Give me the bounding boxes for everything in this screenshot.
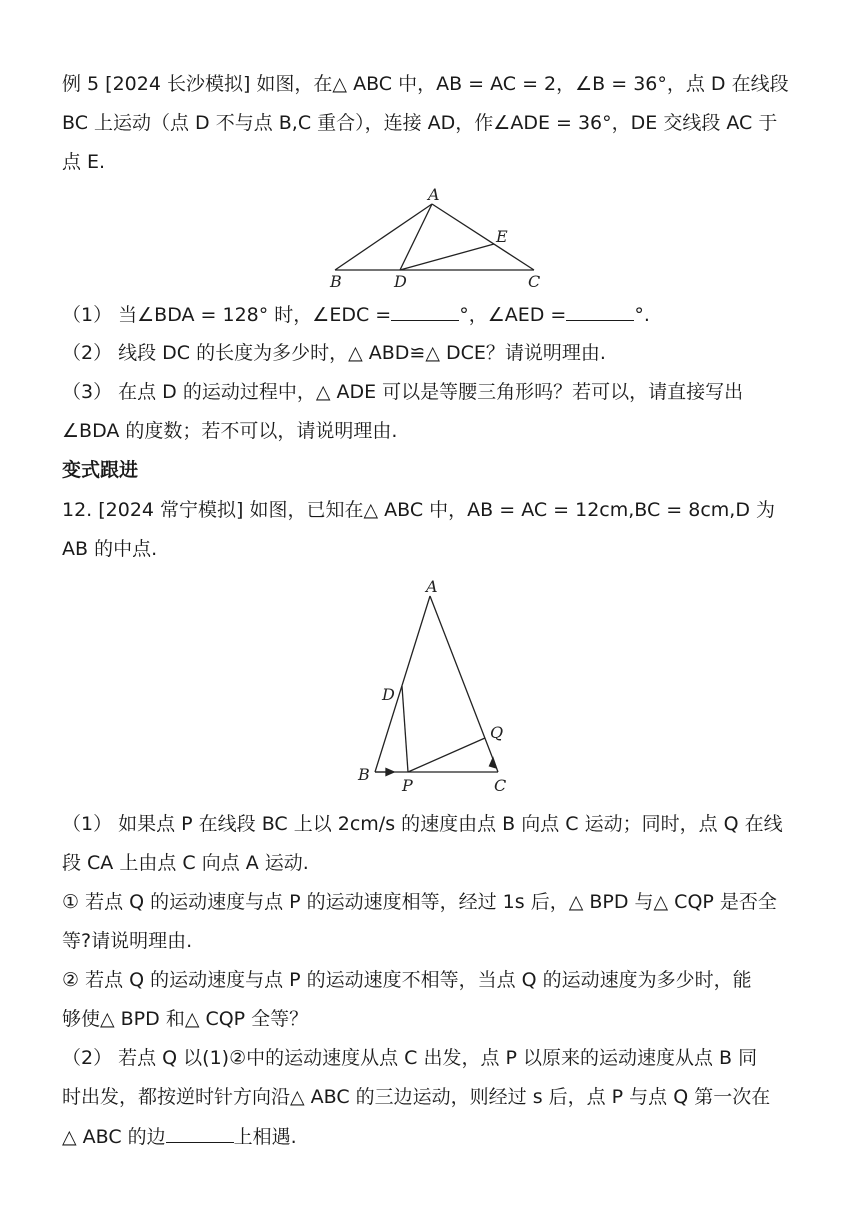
p2-part-c: △ ABC 的边 bbox=[62, 1126, 166, 1148]
problem12-s2-line2: 够使△ BPD 和△ CQP 全等？ bbox=[62, 1008, 309, 1030]
arrow-b-icon bbox=[375, 769, 394, 776]
example5-q1 bbox=[62, 302, 830, 327]
segment-pq bbox=[408, 738, 485, 772]
problem12-p2-line2: 时出发，都按逆时针方向沿△ ABC 的三边运动，则经过 s 后，点 P 与点 Q 第一次在 bbox=[62, 1086, 771, 1108]
p2-part-d: 上相遇. bbox=[233, 1126, 297, 1148]
example5-q2: （2） 线段 DC 的长度为多少时，△ ABD≌△ DCE？请说明理由. bbox=[62, 342, 606, 364]
section-title: 变式跟进 bbox=[62, 459, 139, 481]
p2-blank-side bbox=[166, 1124, 234, 1143]
q1-blank-edc bbox=[391, 302, 459, 321]
segment-ab bbox=[375, 596, 430, 772]
problem12-p1-line1: （1） 如果点 P 在线段 BC 上以 2cm/s 的速度由点 B 向点 C 运动；同时，点 Q 在线 bbox=[62, 813, 783, 835]
label-b: B bbox=[358, 765, 370, 784]
example5-q3-line1: （3） 在点 D 的运动过程中，△ ADE 可以是等腰三角形吗？若可以，请直接写出 bbox=[62, 381, 744, 403]
label-d: D bbox=[394, 272, 407, 291]
label-q: Q bbox=[490, 723, 504, 742]
example5-line2: BC 上运动（点 D 不与点 B,C 重合），连接 AD，作∠ADE = 36°，DE 交线段 AC 于 bbox=[62, 112, 778, 134]
problem12-line1: 12. [2024 常宁模拟] 如图，已知在△ ABC 中，AB = AC = 12cm,BC = 8cm,D 为 bbox=[62, 499, 776, 521]
problem12-s2-line1: ② 若点 Q 的运动速度与点 P 的运动速度不相等，当点 Q 的运动速度为多少时，能 bbox=[62, 969, 752, 991]
arrow-c-icon bbox=[490, 758, 497, 768]
segment-dp bbox=[402, 686, 408, 772]
problem12-p2-line1: （2） 若点 Q 以(1)②中的运动速度从点 C 出发，点 P 以原来的运动速度从点 B 同 bbox=[62, 1047, 758, 1069]
q1-part-b: °，∠AED = bbox=[459, 304, 567, 326]
segment-ac bbox=[432, 204, 534, 270]
problem12-p2-line3 bbox=[62, 1124, 830, 1149]
problem12-p1-line2: 段 CA 上由点 C 向点 A 运动. bbox=[62, 852, 309, 874]
segment-ac bbox=[430, 596, 498, 772]
label-c: C bbox=[528, 272, 541, 291]
problem12-s1-line2: 等?请说明理由. bbox=[62, 930, 193, 952]
segment-ab bbox=[335, 204, 432, 270]
problem12-s1-line1: ① 若点 Q 的运动速度与点 P 的运动速度相等，经过 1s 后，△ BPD 与△ CQP 是否全 bbox=[62, 891, 777, 913]
segment-ad bbox=[400, 204, 432, 270]
example5-line1: 例 5 [2024 长沙模拟] 如图，在△ ABC 中，AB = AC = 2，∠B = 36°，点 D 在线段 bbox=[62, 73, 789, 95]
label-b: B bbox=[330, 272, 342, 291]
problem12-figure bbox=[350, 572, 516, 798]
label-e: E bbox=[496, 227, 508, 246]
q1-blank-aed bbox=[566, 302, 634, 321]
label-c: C bbox=[494, 776, 507, 795]
segment-de bbox=[400, 244, 494, 270]
q1-part-c: °. bbox=[634, 304, 650, 326]
example5-line3: 点 E. bbox=[62, 151, 106, 173]
label-p: P bbox=[402, 776, 413, 795]
example5-figure bbox=[320, 186, 550, 296]
example5-q3-line2: ∠BDA 的度数；若不可以，请说明理由. bbox=[62, 420, 398, 442]
q1-part-a: （1） 当∠BDA = 128° 时，∠EDC = bbox=[62, 304, 392, 326]
label-a: A bbox=[426, 577, 438, 596]
label-d: D bbox=[382, 685, 395, 704]
problem12-line2: AB 的中点. bbox=[62, 538, 158, 560]
label-a: A bbox=[428, 186, 440, 204]
